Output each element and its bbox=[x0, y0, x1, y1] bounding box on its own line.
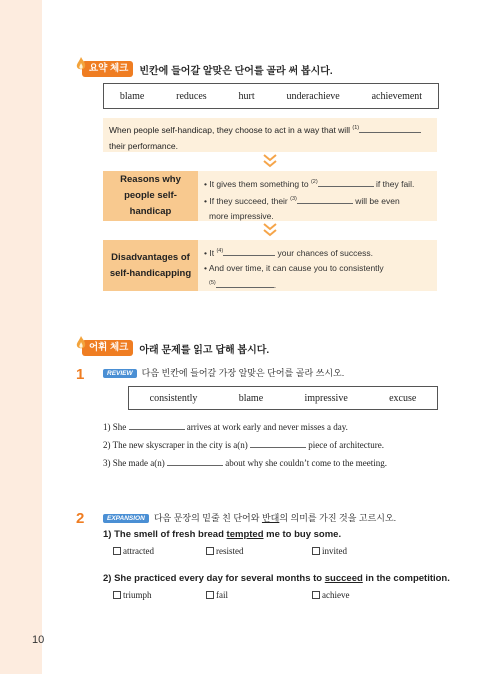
q1-sentence-2 bbox=[103, 438, 384, 450]
flame-icon bbox=[75, 335, 87, 351]
summary-check-instruction: 빈칸에 들어갈 알맞은 단어를 골라 써 봅시다. bbox=[139, 65, 333, 77]
sentence-text: 1) The smell of fresh bread bbox=[103, 529, 227, 540]
vocab-check-badge-text: 어휘 체크 bbox=[89, 342, 129, 353]
blank-number: (1) bbox=[352, 125, 360, 131]
sentence-text: in the competition. bbox=[362, 573, 450, 584]
sentence-text: 3) She made a(n) bbox=[103, 458, 165, 468]
chevron-down-icon bbox=[262, 153, 278, 169]
vocab-check-header bbox=[82, 340, 269, 356]
checkbox[interactable] bbox=[312, 591, 320, 599]
q1-word-box bbox=[128, 386, 438, 410]
option-label: achieve bbox=[322, 590, 350, 600]
option-label: triumph bbox=[123, 590, 152, 600]
expansion-tag: EXPANSION bbox=[103, 514, 149, 523]
summary-text: When people self-handicap, they choose to act in a way that will bbox=[109, 125, 350, 135]
sentence-text: me to buy some. bbox=[263, 529, 342, 540]
word-option: achievement bbox=[371, 90, 423, 102]
q2-instruction-text: 의 의미를 가진 것을 고르시오. bbox=[279, 513, 397, 523]
reasons-label-cell bbox=[103, 171, 198, 221]
disadvantages-label: Disadvantages of self-handicapping bbox=[109, 251, 192, 279]
bullet-text: if they fail. bbox=[376, 179, 415, 189]
summary-check-badge bbox=[82, 61, 133, 77]
word-option: excuse bbox=[389, 392, 417, 404]
answer-blank[interactable] bbox=[359, 123, 421, 133]
answer-blank[interactable] bbox=[223, 246, 275, 256]
word-option: underachieve bbox=[286, 90, 340, 102]
q2-sentence-1 bbox=[103, 529, 341, 540]
question-number: 1 bbox=[76, 366, 85, 383]
q2-s2-option-3[interactable] bbox=[312, 590, 349, 600]
page-number: 10 bbox=[32, 634, 45, 646]
answer-blank[interactable] bbox=[216, 278, 277, 290]
q2-s1-option-2[interactable] bbox=[206, 546, 244, 556]
sentence-text: arrives at work early and never misses a day. bbox=[186, 422, 348, 432]
chevron-down-icon bbox=[262, 222, 278, 238]
checkbox[interactable] bbox=[206, 547, 214, 555]
disadvantages-body bbox=[198, 240, 437, 291]
q2-instruction-emphasis: 반대 bbox=[261, 513, 280, 523]
summary-text: their performance. bbox=[109, 141, 178, 151]
checkbox[interactable] bbox=[113, 547, 121, 555]
option-label: resisted bbox=[216, 546, 244, 556]
blank-number: (4) bbox=[216, 248, 224, 254]
word-option: hurt bbox=[238, 90, 255, 102]
summary-statement bbox=[103, 118, 437, 152]
answer-blank[interactable] bbox=[297, 194, 353, 204]
bullet-text: • It bbox=[204, 248, 215, 258]
q1-sentence-1 bbox=[103, 420, 348, 432]
q1-instruction bbox=[103, 366, 344, 379]
word-option: reduces bbox=[176, 90, 207, 102]
q1-sentence-3 bbox=[103, 456, 387, 468]
review-tag: REVIEW bbox=[103, 369, 137, 378]
word-option: blame bbox=[238, 392, 264, 404]
summary-word-box bbox=[103, 83, 439, 109]
q2-s2-option-2[interactable] bbox=[206, 590, 228, 600]
checkbox[interactable] bbox=[206, 591, 214, 599]
q2-s1-option-1[interactable] bbox=[113, 546, 154, 556]
flame-icon bbox=[75, 56, 87, 72]
word-option: consistently bbox=[149, 392, 198, 404]
reasons-row bbox=[103, 171, 437, 221]
answer-blank[interactable] bbox=[318, 177, 374, 187]
margin-strip bbox=[0, 0, 45, 674]
sentence-text: about why she couldn’t come to the meeting. bbox=[225, 458, 388, 468]
checkbox[interactable] bbox=[113, 591, 121, 599]
summary-check-badge-text: 요약 체크 bbox=[89, 63, 129, 74]
blank-number: (2) bbox=[310, 179, 318, 185]
bullet-text: your chances of success. bbox=[277, 248, 373, 258]
answer-blank[interactable] bbox=[167, 456, 223, 466]
q1-instruction-text: 다음 빈칸에 들어갈 가장 알맞은 단어를 골라 쓰시오. bbox=[141, 368, 345, 378]
disadvantages-label-cell bbox=[103, 240, 198, 291]
disadvantages-row bbox=[103, 240, 437, 291]
vocab-check-instruction: 아래 문제를 읽고 답해 봅시다. bbox=[139, 344, 270, 356]
checkbox[interactable] bbox=[312, 547, 320, 555]
underlined-word: succeed bbox=[324, 573, 363, 584]
bullet-text: • And over time, it can cause you to consistently bbox=[204, 263, 384, 273]
bullet-text: more impressive. bbox=[209, 211, 274, 221]
blank-number: (5) bbox=[209, 280, 216, 286]
sentence-text: 2) She practiced every day for several months to bbox=[103, 573, 325, 584]
bullet-text: will be even bbox=[355, 196, 400, 206]
reasons-label: Reasons why people self-handicap bbox=[120, 174, 181, 217]
q2-sentence-2 bbox=[103, 573, 450, 584]
bullet-text: . bbox=[273, 280, 277, 290]
option-label: invited bbox=[322, 546, 347, 556]
question-number: 2 bbox=[76, 510, 85, 527]
word-option: impressive bbox=[304, 392, 348, 404]
reasons-body bbox=[198, 171, 437, 221]
sentence-text: piece of architecture. bbox=[308, 440, 384, 450]
underlined-word: tempted bbox=[226, 529, 264, 540]
answer-blank[interactable] bbox=[250, 438, 306, 448]
bullet-text: • If they succeed, their bbox=[204, 196, 288, 206]
summary-check-header bbox=[82, 61, 333, 77]
q2-s2-option-1[interactable] bbox=[113, 590, 152, 600]
blank-number: (3) bbox=[290, 196, 297, 202]
sentence-text: 1) She bbox=[103, 422, 127, 432]
word-option: blame bbox=[119, 90, 145, 102]
q2-s1-option-3[interactable] bbox=[312, 546, 347, 556]
vocab-check-badge bbox=[82, 340, 133, 356]
q2-instruction bbox=[103, 511, 396, 524]
answer-blank[interactable] bbox=[129, 420, 185, 430]
option-label: attracted bbox=[123, 546, 154, 556]
sentence-text: 2) The new skyscraper in the city is a(n) bbox=[103, 440, 248, 450]
q2-instruction-text: 다음 문장의 밑줄 친 단어와 bbox=[153, 513, 262, 523]
bullet-text: • It gives them something to bbox=[204, 179, 309, 189]
option-label: fail bbox=[216, 590, 228, 600]
